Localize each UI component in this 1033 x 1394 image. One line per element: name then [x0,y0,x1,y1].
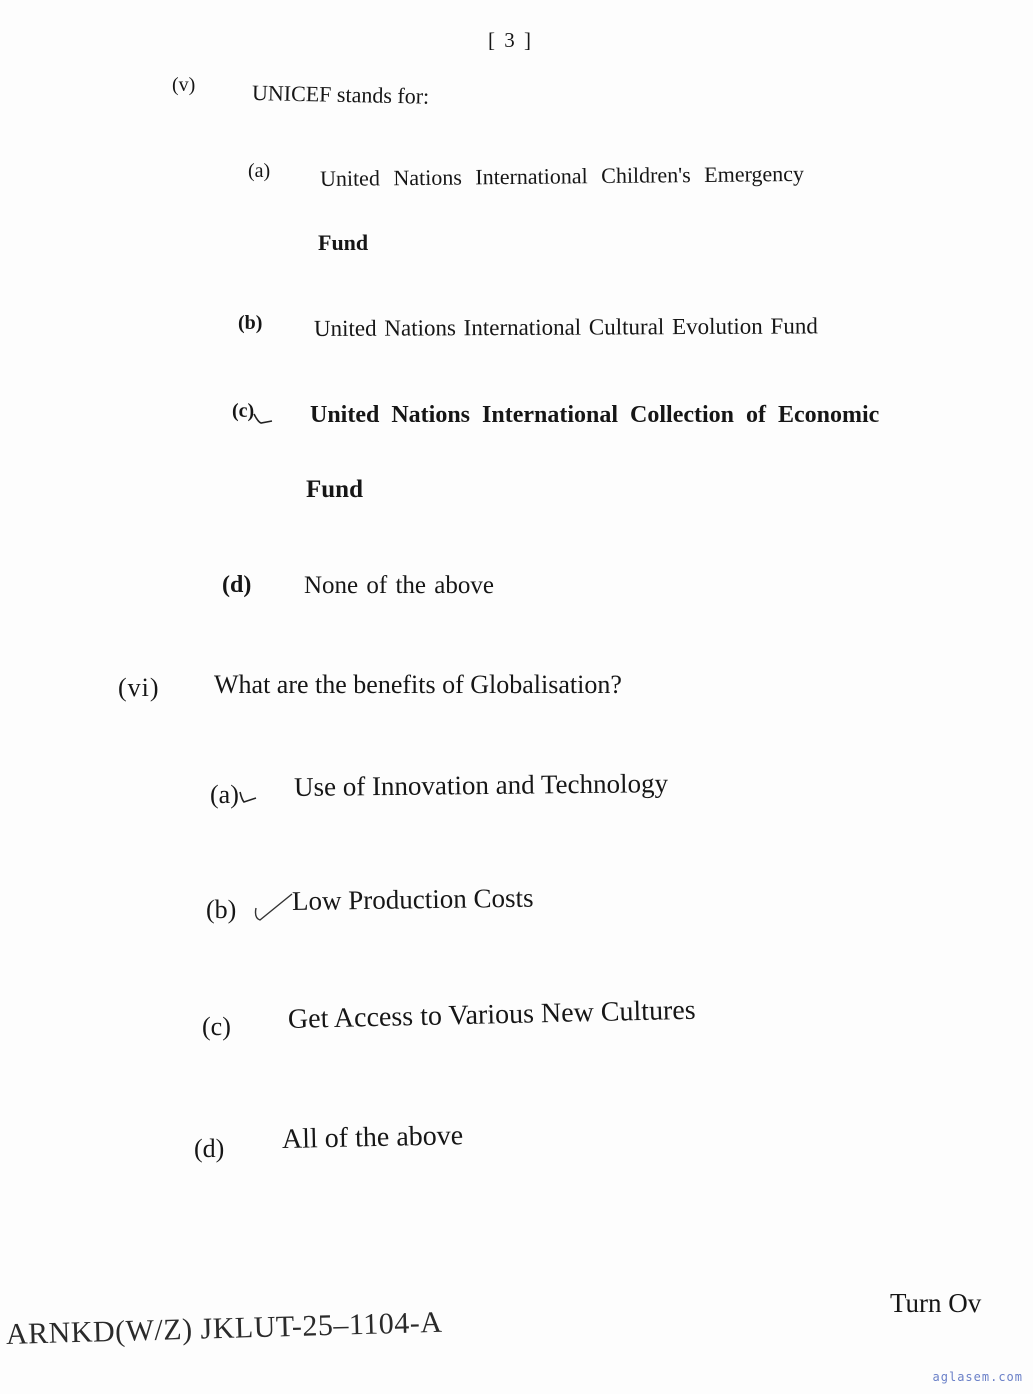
option-label: (d) [222,572,252,598]
tick-mark-icon [250,890,296,924]
option-text: Low Production Costs [291,882,534,916]
question-text: What are the benefits of Globalisation? [214,670,622,699]
turn-over-text: Turn Ov [890,1288,982,1318]
option-label: (a) [210,780,239,809]
option-label: (b) [206,895,237,924]
question-number: (v) [172,74,196,96]
option-text: United Nations International Cultural Evolution Fund [313,313,818,341]
page-number: [ 3 ] [488,28,533,52]
tick-mark-icon [238,788,260,806]
option-text: Use of Innovation and Technology [293,768,669,802]
option-text: United Nations International Children's Emergency [319,160,805,191]
exam-code: ARNKD(W/Z) JKLUT-25–1104-A [5,1305,443,1351]
option-label: (d) [194,1134,225,1163]
option-label: (c) [202,1012,231,1041]
question-number: (vi) [118,673,160,702]
option-text: Get Access to Various New Cultures [287,994,696,1035]
option-label: (a) [248,160,271,182]
watermark: aglasem.com [932,1370,1023,1384]
option-text: All of the above [281,1120,464,1155]
option-text: United Nations International Collection of Economic [310,402,880,428]
option-label: (c) [232,400,255,422]
option-text-continued: Fund [306,476,363,503]
tick-mark-icon [252,408,276,426]
option-text: None of the above [304,572,494,599]
option-label: (b) [238,312,263,334]
option-text-continued: Fund [318,230,369,255]
question-text: UNICEF stands for: [251,80,430,109]
